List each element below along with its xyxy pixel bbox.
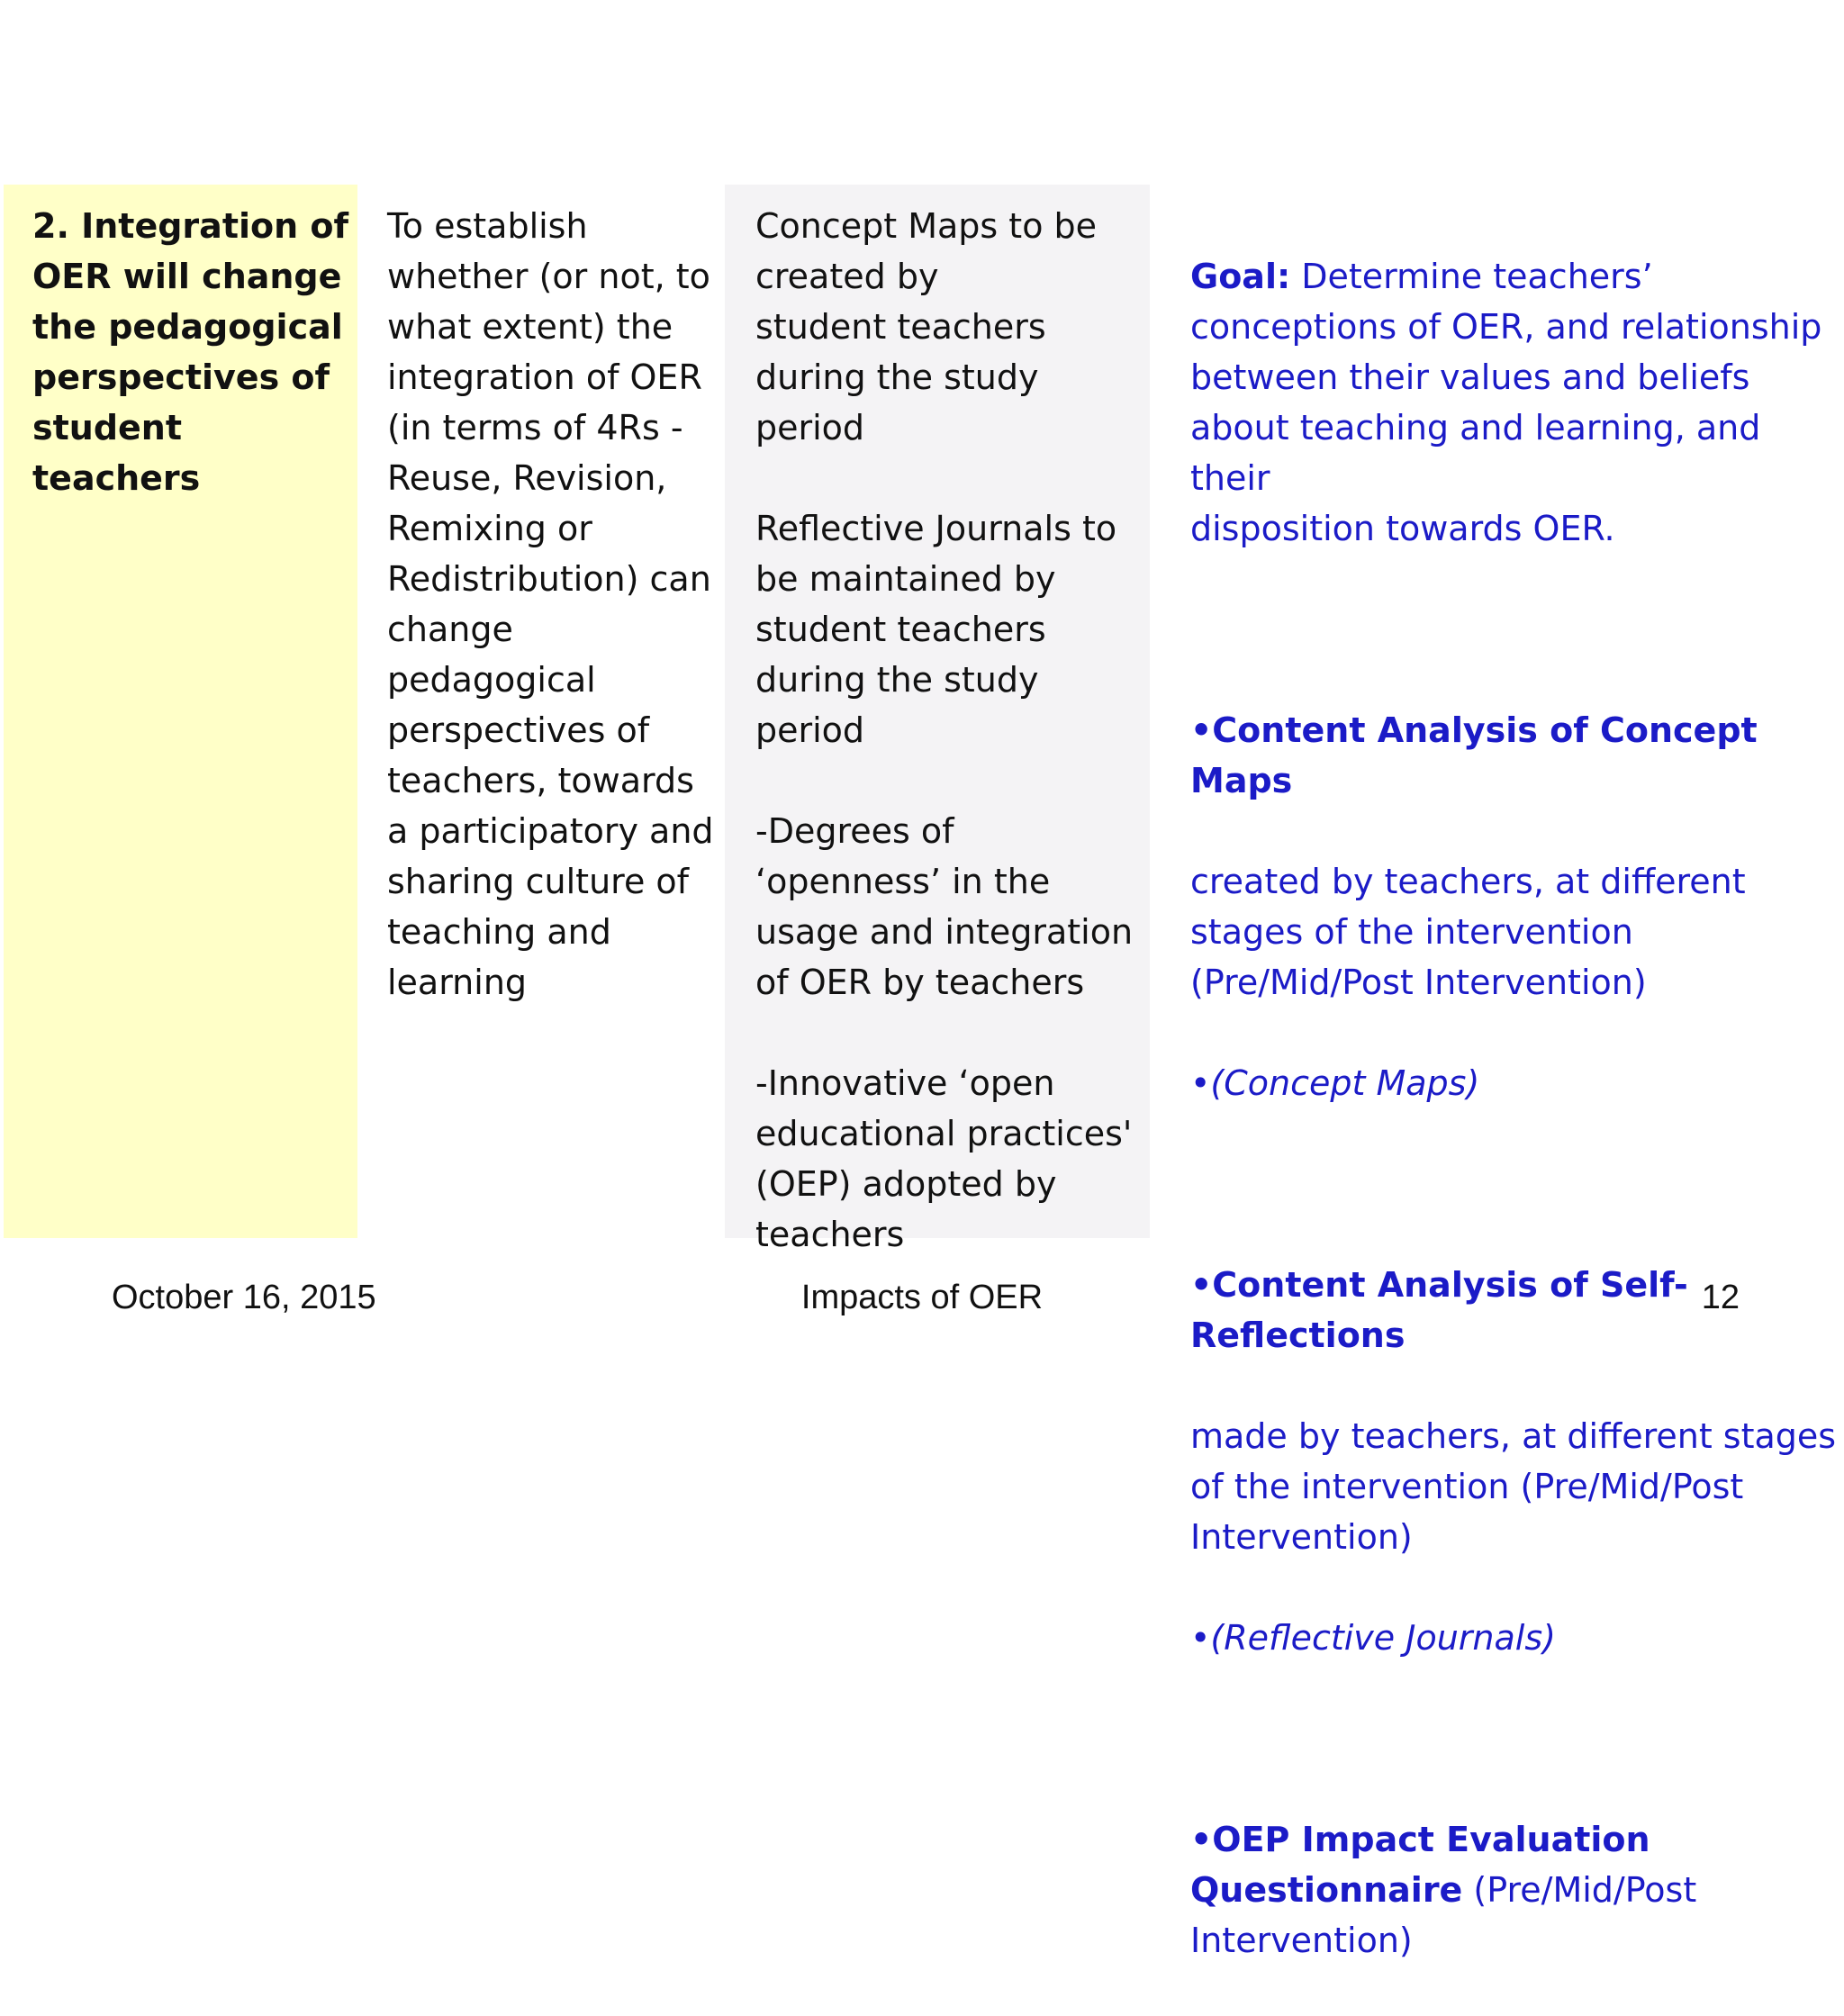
indicators-cell: Concept Maps to be created by student teachers during the study period Reflective Journals to be maintained by student teachers during the study period -Degrees of ‘openness’ in the usage and integration of OER by teachers -Innovative ‘open educational practices' (OEP) adopted by teachers (725, 185, 1150, 1238)
questionnaire-block (1190, 1814, 1844, 1966)
questionnaire-text: (Pre/Mid/Post Intervention) (1190, 1870, 1697, 1960)
concept-maps-analysis-heading: •Content Analysis of Concept Maps (1190, 710, 1758, 800)
reflective-journals-tool: •(Reflective Journals) (1190, 1618, 1556, 1658)
self-reflections-analysis-text: made by teachers, at different stages of the intervention (Pre/Mid/Post Intervention) (1190, 1416, 1837, 1557)
footer-date: October 16, 2015 (112, 1279, 376, 1316)
objective-cell: To establish whether (or not, to what extent) the integration of OER (in terms of 4Rs - Reuse, Revision, Remixing or Redistribution) can change pedagogical perspectives of teachers, towards a participatory and sharing culture of teaching and learning (357, 185, 725, 1238)
goal-text: Determine teachers’ conceptions of OER, and relationship between their values and beliefs about teaching and learning, and their disposition towards OER. (1190, 257, 1822, 548)
spacer (1190, 604, 1844, 655)
goal-label: Goal: (1190, 257, 1291, 296)
hypothesis-cell: 2. Integration of OER will change the pedagogical perspectives of student teachers (4, 185, 357, 1238)
goal-block (1190, 251, 1844, 554)
self-reflections-analysis-heading: •Content Analysis of Self-Reflections (1190, 1265, 1688, 1355)
concept-maps-analysis-text: created by teachers, at different stages of the intervention (Pre/Mid/Post Intervention) (1190, 862, 1746, 1002)
spacer (1190, 1713, 1844, 1764)
footer-title: Impacts of OER (800, 1279, 1044, 1316)
spacer (1190, 1159, 1844, 1209)
concept-maps-tool: •(Concept Maps) (1190, 1063, 1480, 1103)
questionnaire-heading: •OEP Impact Evaluation Questionnaire (1190, 1820, 1650, 1910)
page-number: 12 (1701, 1279, 1740, 1316)
